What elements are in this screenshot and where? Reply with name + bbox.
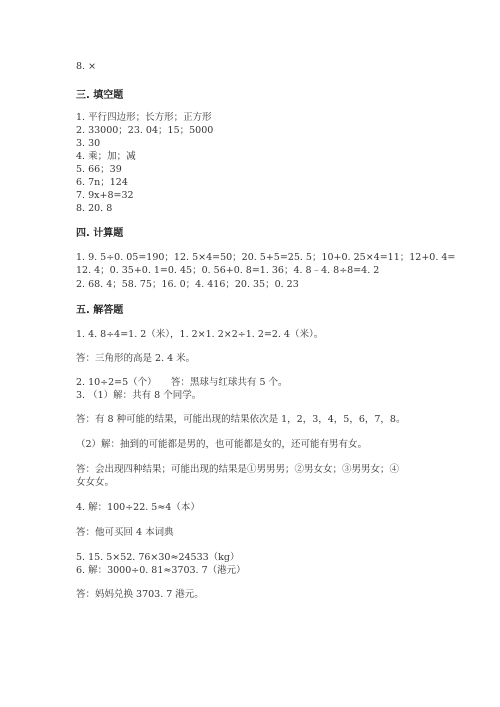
answer-line: 4. 乘；加；减 bbox=[76, 151, 136, 162]
answer-line: 3. （1）解：共有 8 个同学。 bbox=[76, 390, 202, 401]
answer-line: 2. 10÷2=5（个） 答：黑球与红球共有 5 个。 bbox=[76, 377, 288, 388]
answer-line: 6. 7n；124 bbox=[76, 177, 128, 188]
section-heading: 三. 填空题 bbox=[76, 90, 124, 101]
answer-line: 1. 平行四边形；长方形；正方形 bbox=[76, 112, 212, 123]
answer-line: 女女女。 bbox=[76, 477, 115, 488]
answer-line: 6. 解：3000÷0. 81≈3703. 7（港元） bbox=[76, 565, 246, 576]
answer-line: 8. × bbox=[76, 61, 97, 72]
answer-line: 3. 30 bbox=[76, 138, 101, 149]
answer-line: 1. 9. 5÷0. 05=190；12. 5×4=50；20. 5+5=25. 5；10+0. 25×4=11；12+0. 4= bbox=[76, 252, 456, 263]
section-heading: 五. 解答题 bbox=[76, 305, 124, 316]
answer-line: 答：会出现四种结果；可能出现的结果是①男男男；②男女女；③男男女；④ bbox=[76, 464, 400, 475]
answer-line: 答：三角形的高是 2. 4 米。 bbox=[76, 353, 196, 364]
answer-line: 2. 33000；23. 04；15；5000 bbox=[76, 125, 214, 136]
answer-line: 12. 4；0. 35+0. 1=0. 45；0. 56+0. 8=1. 36；4. 8﹣4. 8÷8=4. 2 bbox=[76, 265, 380, 276]
answer-line: 答：妈妈兑换 3703. 7 港元。 bbox=[76, 589, 204, 600]
section-heading: 四. 计算题 bbox=[76, 228, 124, 239]
answer-line: 5. 66；39 bbox=[76, 164, 122, 175]
answer-line: 5. 15. 5×52. 76×30≈24533（kg） bbox=[76, 552, 240, 563]
answer-line: 8. 20. 8 bbox=[76, 203, 113, 214]
answer-line: 2. 68. 4；58. 75；16. 0；4. 416；20. 35；0. 23 bbox=[76, 279, 299, 290]
answer-line: 7. 9x+8=32 bbox=[76, 190, 134, 201]
answer-line: 1. 4. 8÷4=1. 2（米），1. 2×1. 2×2÷1. 2=2. 4（米）。 bbox=[76, 329, 324, 340]
answer-line: 答：有 8 种可能的结果，可能出现的结果依次是 1，2，3，4，5，6，7，8。 bbox=[76, 414, 406, 425]
answer-line: 4. 解：100÷22. 5≈4（本） bbox=[76, 502, 200, 513]
answer-line: 答：他可买回 4 本词典 bbox=[76, 527, 174, 538]
answer-line: （2）解：抽到的可能都是男的，也可能都是女的，还可能有男有女。 bbox=[76, 439, 368, 450]
